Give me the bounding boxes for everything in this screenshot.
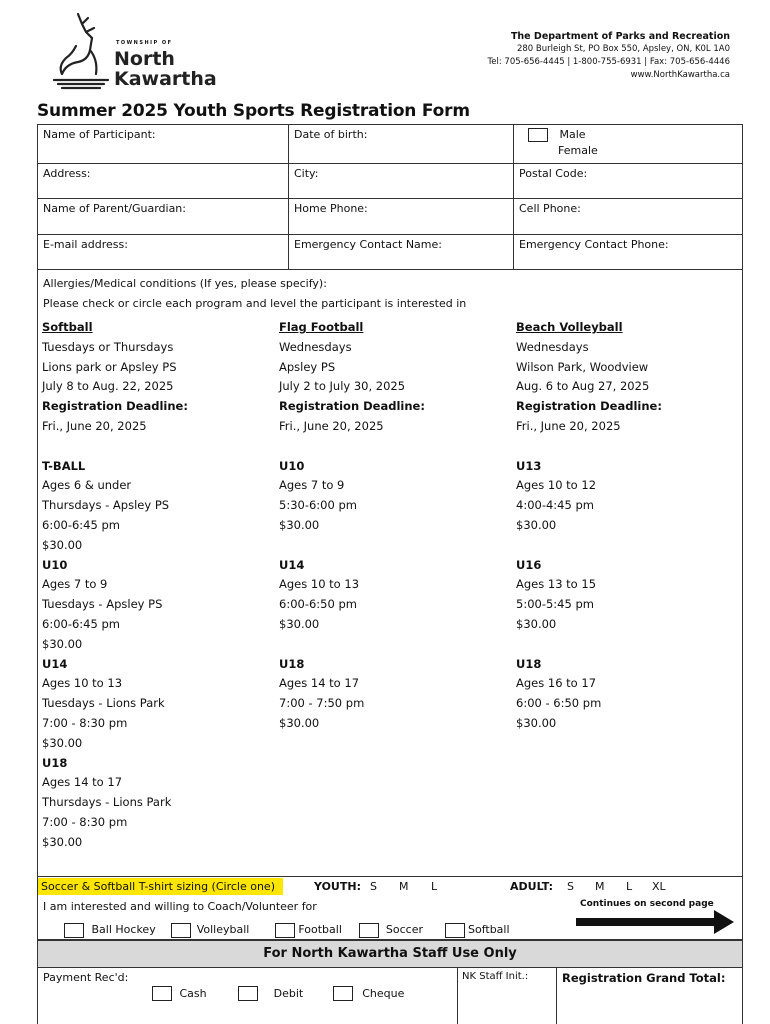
participant-row (38, 125, 742, 164)
level-line: Ages 14 to 17 (279, 676, 360, 691)
softball-level-u14[interactable]: U14 (42, 656, 68, 671)
flag-deadline-label: Registration Deadline: (279, 399, 425, 414)
level-line: $30.00 (42, 537, 83, 552)
level-line: $30.00 (42, 636, 83, 651)
level-line: $30.00 (279, 616, 320, 631)
level-line: Ages 10 to 12 (516, 478, 597, 493)
dept-address: 280 Burleigh St, PO Box 550, Apsley, ON, K0L 1A0 (516, 44, 730, 54)
coach-label: I am interested and willing to Coach/Volunteer for (43, 900, 317, 913)
emergency-name-field[interactable]: Emergency Contact Name: (288, 235, 513, 269)
allergies-label[interactable]: Allergies/Medical conditions (If yes, please specify): (43, 277, 327, 290)
volleyball-label: Volleyball (196, 923, 250, 936)
softball-level-u10[interactable]: U10 (42, 557, 68, 572)
emergency-phone-field[interactable]: Emergency Contact Phone: (513, 235, 742, 269)
city-field[interactable]: City: (288, 164, 513, 198)
youth-label: YOUTH: (314, 880, 361, 893)
level-line: Ages 6 & under (42, 478, 132, 493)
grand-total-label[interactable]: Registration Grand Total: (562, 971, 726, 985)
level-line: 6:00 - 6:50 pm (516, 696, 602, 711)
flag-deadline: Fri., June 20, 2025 (279, 418, 384, 433)
email-row (38, 235, 742, 270)
payment-label: Payment Rec'd: (43, 971, 129, 984)
registration-form-table (37, 124, 743, 940)
softball-deadline-label: Registration Deadline: (42, 399, 188, 414)
deer-logo-icon (48, 10, 114, 92)
department-info (488, 30, 730, 82)
adult-size-m[interactable]: M (595, 880, 605, 893)
level-line: Ages 10 to 13 (42, 676, 123, 691)
softball-checkbox[interactable] (445, 923, 465, 938)
beach-volleyball-column (516, 318, 662, 734)
township-small-label: TOWNSHIP OF (116, 40, 173, 46)
postal-code-field[interactable]: Postal Code: (513, 164, 742, 198)
staff-section (37, 968, 743, 1024)
female-label[interactable]: Female (558, 144, 598, 157)
youth-size-m[interactable]: M (399, 880, 409, 893)
male-checkbox[interactable] (528, 128, 548, 142)
township-kawartha-label: Kawartha (114, 68, 217, 90)
level-line: 6:00-6:45 pm (42, 616, 120, 631)
township-north-label: North (114, 48, 175, 70)
softball-title[interactable]: Softball (42, 320, 93, 334)
softball-deadline: Fri., June 20, 2025 (42, 418, 147, 433)
continue-arrow-icon (576, 910, 736, 936)
dept-web: www.NorthKawartha.ca (630, 70, 730, 80)
beach-volleyball-title[interactable]: Beach Volleyball (516, 320, 623, 334)
softball-column (42, 318, 188, 853)
beach-level-u13[interactable]: U13 (516, 458, 542, 473)
flag-level-u10[interactable]: U10 (279, 458, 305, 473)
softball-line: Lions park or Apsley PS (42, 359, 177, 374)
football-checkbox[interactable] (275, 923, 295, 938)
tshirt-row (38, 876, 742, 896)
adult-size-s[interactable]: S (567, 880, 574, 893)
coach-options (64, 922, 564, 938)
level-line: 7:00 - 8:30 pm (42, 715, 128, 730)
adult-size-xl[interactable]: XL (652, 880, 666, 893)
soccer-checkbox[interactable] (359, 923, 379, 938)
payment-methods (152, 986, 404, 1001)
flag-level-u18[interactable]: U18 (279, 656, 305, 671)
softball-line: July 8 to Aug. 22, 2025 (42, 379, 174, 394)
home-phone-field[interactable]: Home Phone: (288, 199, 513, 234)
cheque-label: Cheque (362, 986, 405, 1000)
beach-level-u16[interactable]: U16 (516, 557, 542, 572)
volleyball-checkbox[interactable] (171, 923, 191, 938)
youth-size-l[interactable]: L (431, 880, 438, 893)
level-line: $30.00 (279, 517, 320, 532)
flag-line: July 2 to July 30, 2025 (279, 379, 406, 394)
level-line: $30.00 (516, 517, 557, 532)
softball-line: Tuesdays or Thursdays (42, 339, 174, 354)
flag-line: Apsley PS (279, 359, 336, 374)
staff-init-label[interactable]: NK Staff Init.: (462, 971, 529, 982)
participant-field[interactable]: Name of Participant: (43, 128, 156, 141)
beach-line: Wednesdays (516, 339, 589, 354)
level-line: 6:00-6:50 pm (279, 597, 357, 612)
debit-label: Debit (273, 986, 304, 1000)
level-line: $30.00 (516, 616, 557, 631)
level-line: Thursdays - Apsley PS (42, 498, 170, 513)
level-line: 7:00 - 7:50 pm (279, 696, 365, 711)
adult-size-l[interactable]: L (626, 880, 633, 893)
flag-level-u14[interactable]: U14 (279, 557, 305, 572)
level-line: Ages 7 to 9 (279, 478, 345, 493)
tshirt-label: Soccer & Softball T-shirt sizing (Circle one) (38, 878, 283, 895)
email-field[interactable]: E-mail address: (43, 238, 128, 251)
flag-line: Wednesdays (279, 339, 352, 354)
beach-deadline: Fri., June 20, 2025 (516, 418, 621, 433)
dob-field[interactable]: Date of birth: (288, 125, 513, 163)
level-line: $30.00 (279, 715, 320, 730)
allergies-area (43, 274, 466, 314)
flag-football-column (279, 318, 425, 734)
softball-label: Softball (468, 923, 510, 936)
ball-hockey-checkbox[interactable] (64, 923, 84, 938)
staff-use-header: For North Kawartha Staff Use Only (37, 940, 743, 968)
level-line: Ages 14 to 17 (42, 775, 123, 790)
flag-football-title[interactable]: Flag Football (279, 320, 364, 334)
cell-phone-field[interactable]: Cell Phone: (513, 199, 742, 234)
gender-field (513, 125, 742, 163)
football-label: Football (298, 923, 342, 936)
ball-hockey-label: Ball Hockey (91, 923, 156, 936)
soccer-label: Soccer (385, 923, 423, 936)
township-logo (48, 10, 248, 96)
parent-row (38, 199, 742, 235)
level-line: $30.00 (42, 834, 83, 849)
level-line: Thursdays - Lions Park (42, 795, 172, 810)
parent-field[interactable]: Name of Parent/Guardian: (43, 202, 186, 215)
level-line: Ages 10 to 13 (279, 577, 360, 592)
male-label: Male (559, 128, 586, 141)
cheque-checkbox[interactable] (333, 986, 353, 1001)
cash-label: Cash (179, 986, 207, 1000)
level-line: 5:00-5:45 pm (516, 597, 594, 612)
dept-phone: Tel: 705-656-4445 | 1-800-755-6931 | Fax: 705-656-4446 (487, 57, 730, 67)
youth-size-s[interactable]: S (370, 880, 377, 893)
level-line: 5:30-6:00 pm (279, 498, 357, 513)
level-line: 4:00-4:45 pm (516, 498, 594, 513)
cash-checkbox[interactable] (152, 986, 172, 1001)
address-row (38, 164, 742, 199)
beach-line: Aug. 6 to Aug 27, 2025 (516, 379, 650, 394)
level-line: Ages 7 to 9 (42, 577, 108, 592)
level-line: Tuesdays - Lions Park (42, 696, 165, 711)
adult-label: ADULT: (510, 880, 554, 893)
level-line: Ages 16 to 17 (516, 676, 597, 691)
instructions-label: Please check or circle each program and level the participant is interested in (43, 297, 467, 310)
level-line: $30.00 (42, 735, 83, 750)
beach-line: Wilson Park, Woodview (516, 359, 649, 374)
level-line: 6:00-6:45 pm (42, 517, 120, 532)
address-field[interactable]: Address: (43, 167, 91, 180)
form-title: Summer 2025 Youth Sports Registration Form (37, 101, 470, 121)
debit-checkbox[interactable] (238, 986, 258, 1001)
level-line: Ages 13 to 15 (516, 577, 597, 592)
softball-level-tball[interactable]: T-BALL (42, 458, 86, 473)
dept-title: The Department of Parks and Recreation (510, 31, 730, 42)
beach-level-u18[interactable]: U18 (516, 656, 542, 671)
level-line: Tuesdays - Apsley PS (42, 597, 163, 612)
level-line: 7:00 - 8:30 pm (42, 814, 128, 829)
continue-label: Continues on second page (580, 899, 714, 909)
beach-deadline-label: Registration Deadline: (516, 399, 662, 414)
level-line: $30.00 (516, 715, 557, 730)
softball-level-u18[interactable]: U18 (42, 755, 68, 770)
